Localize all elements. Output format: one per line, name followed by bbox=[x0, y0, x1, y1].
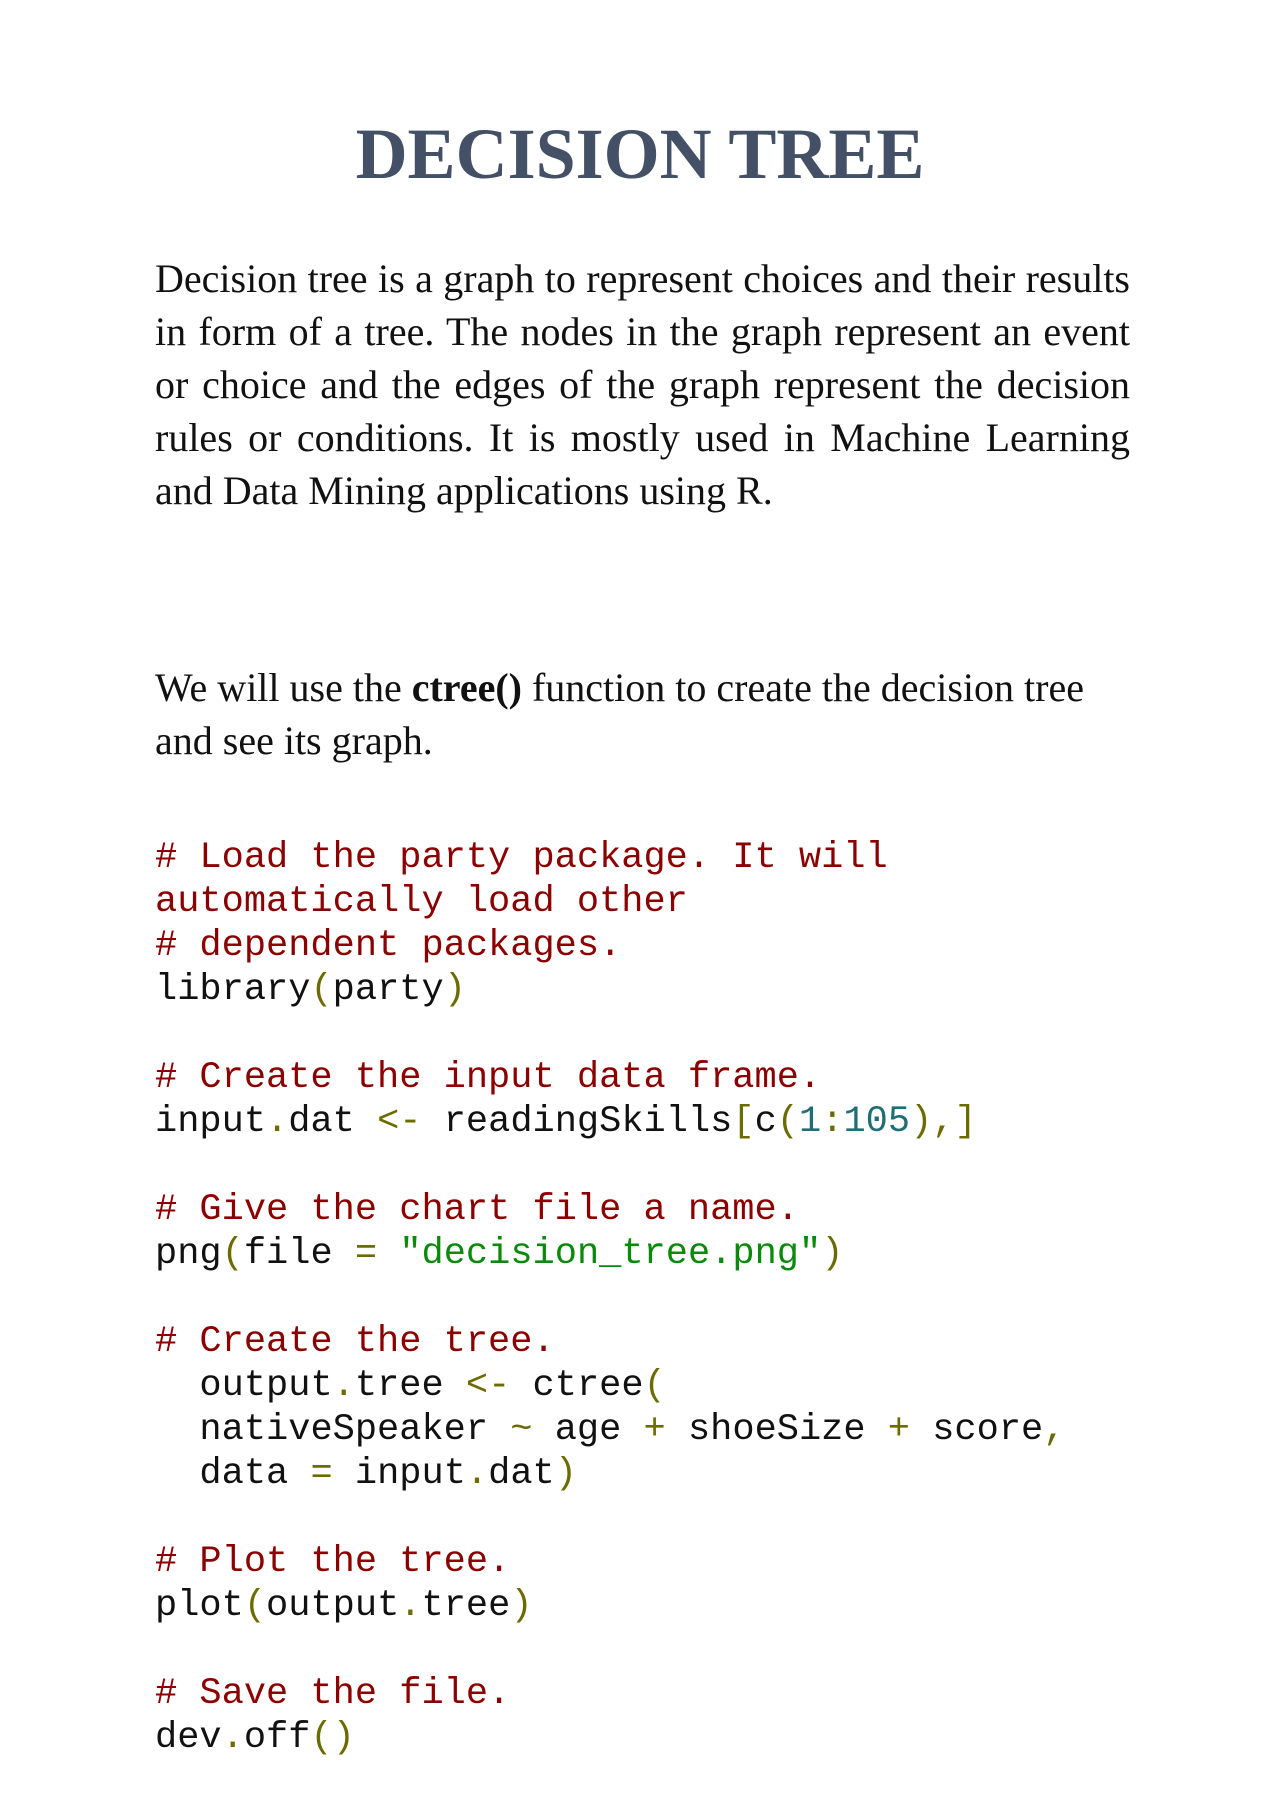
code-paren: ( bbox=[243, 1585, 267, 1627]
code-block bbox=[155, 836, 1155, 1760]
code-bracket: [ bbox=[732, 1101, 755, 1143]
code-identifier: tree bbox=[421, 1585, 511, 1627]
code-line bbox=[155, 1452, 1155, 1496]
code-comment: # Create the tree. bbox=[155, 1321, 555, 1363]
code-argument: party bbox=[332, 969, 444, 1011]
code-bracket: ] bbox=[954, 1101, 977, 1143]
code-comment: # Save the file. bbox=[155, 1673, 511, 1715]
code-operator: ~ bbox=[510, 1409, 533, 1451]
code-function: c bbox=[754, 1101, 777, 1143]
code-comment: automatically load other bbox=[155, 881, 688, 923]
code-operator: : bbox=[821, 1101, 844, 1143]
code-function: ctree bbox=[510, 1365, 644, 1407]
code-comment: # Create the input data frame. bbox=[155, 1057, 822, 1099]
code-paren: ) bbox=[443, 969, 466, 1011]
usage-text-before: We will use the bbox=[155, 665, 412, 710]
code-identifier: dev bbox=[155, 1717, 222, 1759]
code-function: png bbox=[155, 1233, 222, 1275]
code-paren: ) bbox=[510, 1585, 533, 1627]
code-operator: + bbox=[887, 1409, 911, 1451]
code-argument: file bbox=[243, 1233, 355, 1275]
code-identifier: data bbox=[199, 1453, 311, 1495]
code-paren: ( bbox=[310, 969, 333, 1011]
code-line bbox=[155, 1408, 1155, 1452]
code-operator: , bbox=[1043, 1409, 1066, 1451]
code-paren: ) bbox=[821, 1233, 844, 1275]
code-operator: , bbox=[932, 1101, 955, 1143]
code-identifier: readingSkills bbox=[421, 1101, 733, 1143]
page-title: DECISION TREE bbox=[355, 114, 925, 194]
code-identifier: output bbox=[199, 1365, 333, 1407]
code-operator: = bbox=[310, 1453, 333, 1495]
usage-text-after: function to create the decision tree and see its graph. bbox=[155, 665, 1084, 763]
code-comment: # dependent packages. bbox=[155, 925, 622, 967]
code-identifier: input bbox=[332, 1453, 466, 1495]
code-line bbox=[155, 968, 1155, 1012]
code-identifier: dat bbox=[488, 1453, 555, 1495]
code-number: 1 bbox=[799, 1101, 822, 1143]
code-identifier: input bbox=[155, 1101, 267, 1143]
code-paren: ) bbox=[910, 1101, 933, 1143]
code-comment: # Give the chart file a name. bbox=[155, 1189, 799, 1231]
usage-paragraph bbox=[155, 661, 1130, 767]
code-identifier: dat bbox=[288, 1101, 378, 1143]
code-line bbox=[155, 1232, 1155, 1276]
code-identifier: tree bbox=[354, 1365, 466, 1407]
code-line bbox=[155, 1100, 1155, 1144]
code-function: library bbox=[155, 969, 311, 1011]
code-function: off bbox=[243, 1717, 311, 1759]
code-paren: ( bbox=[643, 1365, 666, 1407]
code-number: 105 bbox=[843, 1101, 911, 1143]
intro-paragraph: Decision tree is a graph to represent choices and their results in form of a tree. The nodes in the graph represent an event or choice and the edges of the graph represent the decision rules or conditions. It is mostly used in Machine Learning and Data Mining applications using R. bbox=[155, 256, 1130, 513]
code-identifier: shoeSize bbox=[665, 1409, 888, 1451]
code-line bbox=[155, 1584, 1155, 1628]
code-identifier: score bbox=[910, 1409, 1044, 1451]
function-name: ctree() bbox=[411, 665, 522, 710]
code-operator: + bbox=[643, 1409, 666, 1451]
code-operator: . bbox=[221, 1717, 244, 1759]
code-identifier: nativeSpeaker bbox=[199, 1409, 511, 1451]
code-operator: = bbox=[354, 1233, 378, 1275]
code-operator: <- bbox=[377, 1101, 422, 1143]
code-operator: <- bbox=[465, 1365, 511, 1407]
code-paren: ( bbox=[221, 1233, 244, 1275]
code-line bbox=[155, 1364, 1155, 1408]
code-paren: () bbox=[310, 1717, 355, 1759]
code-identifier: age bbox=[532, 1409, 644, 1451]
code-identifier: output bbox=[266, 1585, 400, 1627]
code-string: "decision_tree.png" bbox=[399, 1233, 822, 1275]
code-operator: . bbox=[332, 1365, 355, 1407]
code-line bbox=[155, 1716, 1155, 1760]
code-paren: ) bbox=[554, 1453, 577, 1495]
code-operator: . bbox=[465, 1453, 489, 1495]
code-operator: . bbox=[399, 1585, 422, 1627]
code-function: plot bbox=[155, 1585, 244, 1627]
code-comment: # Plot the tree. bbox=[155, 1541, 511, 1583]
code-paren: ( bbox=[776, 1101, 800, 1143]
code-comment: # Load the party package. It will bbox=[155, 837, 888, 879]
code-operator: . bbox=[266, 1101, 289, 1143]
